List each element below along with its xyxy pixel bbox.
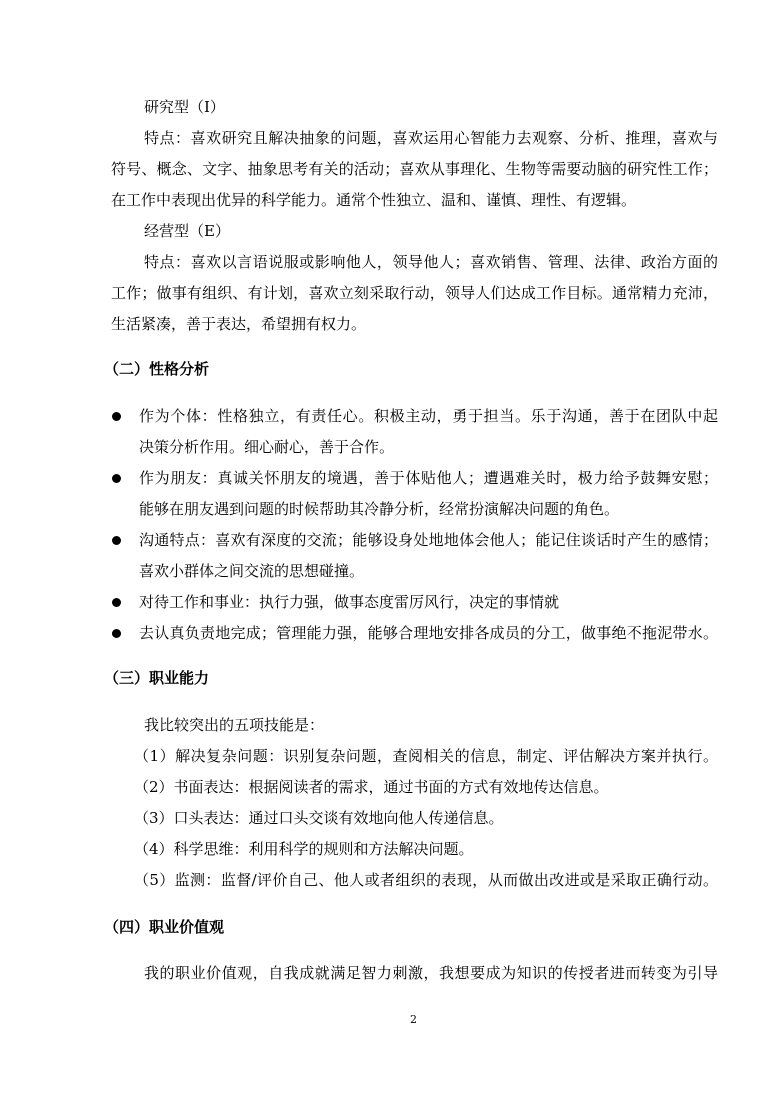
personality-bullet-3-line-2: 喜欢小群体之间交流的思想碰撞。 xyxy=(139,562,365,580)
skill-item-5: （5）监测：监督/评价自己、他人或者组织的表现，从而做出改进或是采取正确行动。 xyxy=(134,871,718,889)
personality-bullet-2-line-1: 作为朋友：真诚关怀朋友的境遇，善于体贴他人；遭遇难关时，极力给予鼓舞安慰； xyxy=(139,469,718,487)
type-investigative-desc-line-1: 特点：喜欢研究且解决抽象的问题，喜欢运用心智能力去观察、分析、推理，喜欢与 xyxy=(144,129,718,147)
personality-bullet-1-line-1: 作为个体：性格独立，有责任心。积极主动，勇于担当。乐于沟通，善于在团队中起 xyxy=(139,407,718,425)
personality-bullet-1-line-2: 决策分析作用。细心耐心，善于合作。 xyxy=(139,438,395,456)
personality-bullet-4-line-1: 对待工作和事业：执行力强，做事态度雷厉风行，决定的事情就 xyxy=(139,593,560,611)
skill-item-3: （3）口头表达：通过口头交谈有效地向他人传递信息。 xyxy=(134,809,504,827)
type-investigative-desc-line-3: 在工作中表现出优异的科学能力。通常个性独立、温和、谨慎、理性、有逻辑。 xyxy=(111,191,637,209)
type-investigative-title: 研究型（I） xyxy=(144,98,225,116)
personality-heading: （二）性格分析 xyxy=(104,360,210,378)
values-heading: （四）职业价值观 xyxy=(104,918,225,936)
type-enterprising-title: 经营型（E） xyxy=(144,222,230,240)
bullet-dot xyxy=(112,474,121,483)
bullet-dot xyxy=(112,629,121,638)
type-enterprising-desc-line-2: 工作；做事有组织、有计划，喜欢立刻采取行动，领导人们达成工作目标。通常精力充沛， xyxy=(111,284,718,302)
skill-item-2: （2）书面表达：根据阅读者的需求，通过书面的方式有效地传达信息。 xyxy=(134,778,609,796)
bullet-dot xyxy=(112,412,121,421)
skill-item-4: （4）科学思维：利用科学的规则和方法解决问题。 xyxy=(134,840,474,858)
personality-bullet-2-line-2: 能够在朋友遇到问题的时候帮助其冷静分析，经常扮演解决问题的角色。 xyxy=(139,500,620,518)
type-enterprising-desc-line-1: 特点：喜欢以言语说服或影响他人，领导他人；喜欢销售、管理、法律、政治方面的 xyxy=(144,253,718,271)
personality-bullet-3-line-1: 沟通特点：喜欢有深度的交流；能够设身处地地体会他人；能记住谈话时产生的感情； xyxy=(139,531,718,549)
ability-heading: （三）职业能力 xyxy=(104,669,210,687)
ability-intro: 我比较突出的五项技能是： xyxy=(144,716,325,734)
skill-item-1: （1）解决复杂问题：识别复杂问题，查阅相关的信息，制定、评估解决方案并执行。 xyxy=(134,747,718,765)
bullet-dot xyxy=(112,598,121,607)
bullet-dot xyxy=(112,536,121,545)
page-number: 2 xyxy=(410,1013,417,1026)
personality-bullet-5-line-1: 去认真负责地完成；管理能力强，能够合理地安排各成员的分工，做事绝不拖泥带水。 xyxy=(139,624,718,642)
type-investigative-desc-line-2: 符号、概念、文字、抽象思考有关的活动；喜欢从事理化、生物等需要动脑的研究性工作； xyxy=(111,160,718,178)
type-enterprising-desc-line-3: 生活紧凑，善于表达，希望拥有权力。 xyxy=(111,315,367,333)
values-text-line-1: 我的职业价值观，自我成就满足智力刺激，我想要成为知识的传授者进而转变为引导 xyxy=(144,964,718,982)
